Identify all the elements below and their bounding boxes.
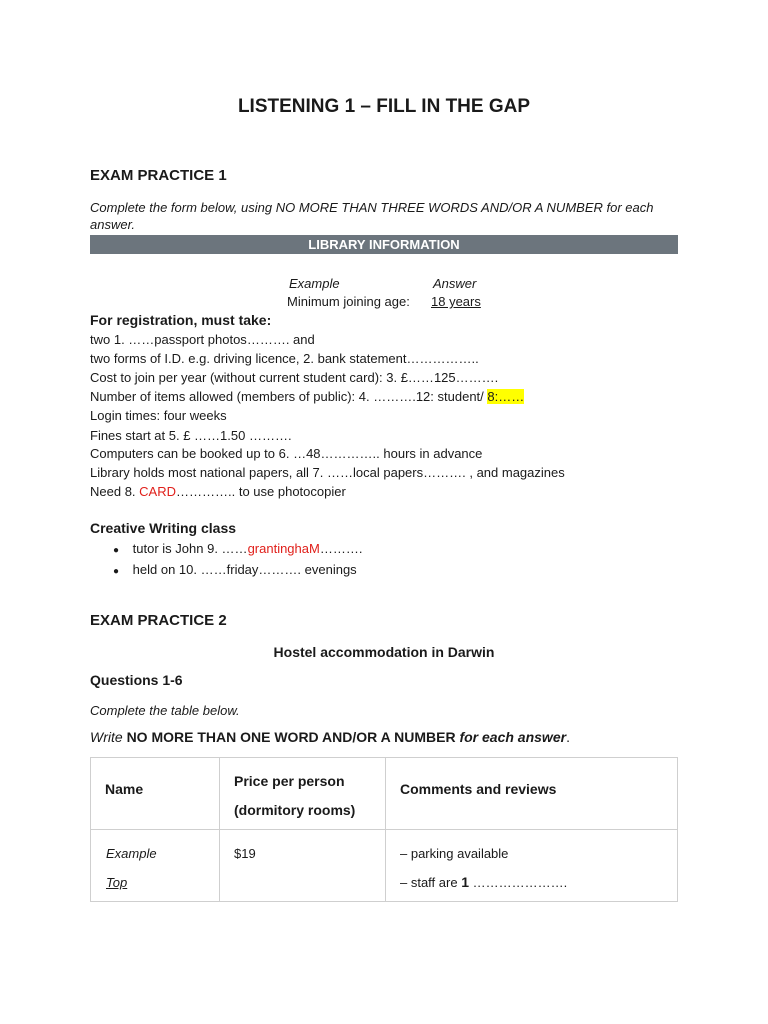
line8-prefix: Library holds most national papers, all 7. …… [90,465,354,480]
row1-hostel-name: Top [106,875,128,890]
write-suffix: for each answer [455,729,567,745]
bullet1-suffix: ………. [319,541,363,556]
bullet-line-2 [113,561,357,580]
form-line-5: Login times: four weeks [90,408,227,423]
bullet-line-1 [113,540,362,559]
line8-answer: local papers [353,465,424,480]
write-limit: NO MORE THAN ONE WORD AND/OR A NUMBER [126,729,456,745]
line9-answer: CARD [139,484,176,499]
header-cell-comments [386,758,678,830]
header-comments-label: Comments and reviews [400,781,557,797]
exam-practice-1-heading: EXAM PRACTICE 1 [90,167,227,184]
line1-prefix: two 1. …… [90,332,155,347]
row1-price: $19 [234,846,256,861]
table-header-row [91,758,678,830]
bullet2-suffix: ………. evenings [258,562,357,577]
line7-suffix: ………….. hours in advance [320,446,483,461]
comment2-prefix: – staff are [400,875,462,890]
bullet2-prefix: held on 10. …… [132,562,227,577]
row1-comment-1: – parking available [400,846,509,861]
line7-prefix: Computers can be booked up to 6. … [90,446,307,461]
line6-suffix: ………. [245,428,292,443]
practice2-instruction: Complete the table below. [90,703,240,718]
line9-suffix: ………….. to use photocopier [176,484,346,499]
form-line-4 [90,388,524,405]
form-line-2: two forms of I.D. e.g. driving licence, 2. bank statement…………….. [90,351,479,366]
line1-suffix: ………. and [246,332,315,347]
bullet1-prefix: tutor is John 9. …… [132,541,248,556]
example-label: Example [289,276,340,291]
bullet-icon: ● [113,545,120,556]
registration-heading: For registration, must take: [90,312,272,328]
creative-writing-heading: Creative Writing class [90,520,237,536]
row1-comment-2 [400,868,677,897]
line8-suffix: ………. , and magazines [423,465,565,480]
line1-answer: passport photos [154,332,247,347]
line4-prefix: Number of items allowed (members of public): 4. ………. [90,389,416,404]
header-cell-price [220,758,386,830]
form-line-1 [90,331,315,348]
form-line-9 [90,483,346,500]
practice1-instruction: Complete the form below, using NO MORE THAN THREE WORDS AND/OR A NUMBER for each answer. [90,200,654,232]
form-line-3 [90,369,498,386]
header-cell-name [91,758,220,830]
example-question: Minimum joining age: [287,294,410,309]
bullet2-answer: friday [226,562,259,577]
header-price-sublabel: (dormitory rooms) [234,802,356,818]
write-prefix: Write [90,729,127,745]
line4-answer: 12: student/ [415,389,488,404]
answer-label: Answer [433,276,477,291]
form-line-7 [90,445,482,462]
line7-answer: 48 [306,446,321,461]
bullet1-answer: grantinghaM [247,541,320,556]
row1-name-cell [91,830,220,902]
comment2-number: 1 [461,874,469,890]
header-name-label: Name [105,781,144,797]
row1-example-label: Example [106,846,157,861]
line4-highlighted: 8:…… [487,389,525,404]
practice2-write-instruction [90,729,570,746]
form-line-6 [90,427,292,444]
row1-comments-cell [386,830,678,902]
line6-answer: 1.50 [220,428,246,443]
exam-practice-2-heading: EXAM PRACTICE 2 [90,612,227,629]
page-title: LISTENING 1 – FILL IN THE GAP [237,96,531,117]
form-line-8 [90,464,565,481]
questions-label: Questions 1-6 [90,672,183,688]
line3-suffix: ………. [455,370,499,385]
line6-prefix: Fines start at 5. £ …… [90,428,221,443]
line9-prefix: Need 8. [90,484,140,499]
table-row [91,830,678,902]
write-period: . [566,729,570,745]
row1-price-cell [220,830,386,902]
hostel-subtitle: Hostel accommodation in Darwin [273,644,495,660]
bullet-icon: ● [113,566,120,577]
example-answer: 18 years [431,294,481,309]
comment2-gap: …………………. [468,875,568,890]
line3-prefix: Cost to join per year (without current student card): 3. £…… [90,370,434,385]
library-information-bar: LIBRARY INFORMATION [90,235,678,254]
header-price-label: Price per person [234,773,345,789]
line3-answer: 125 [433,370,456,385]
hostel-table [90,757,678,902]
